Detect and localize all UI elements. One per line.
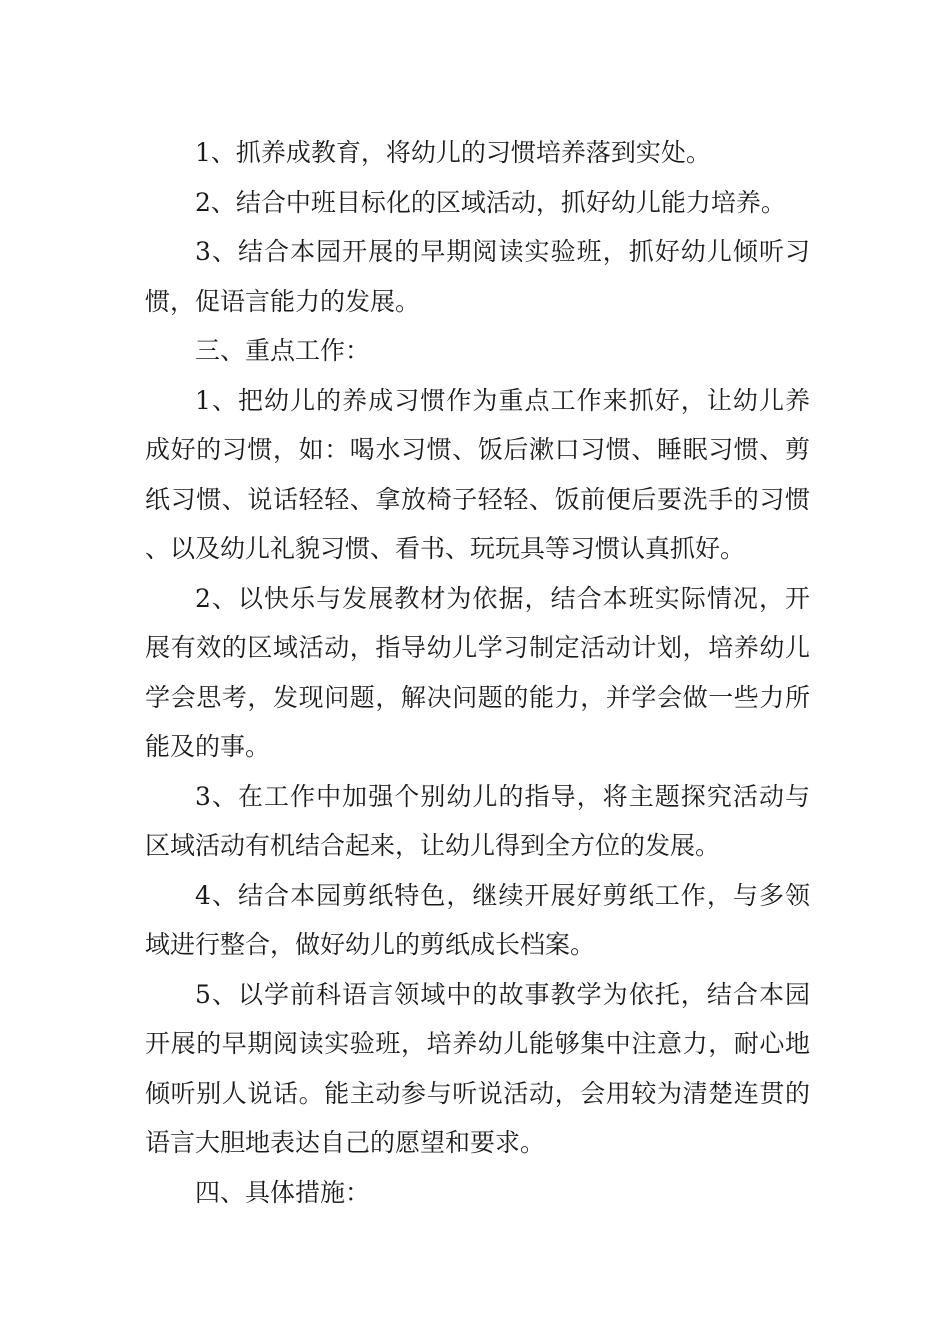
paragraph-goal-1: 1、抓养成教育，将幼儿的习惯培养落到实处。: [195, 138, 711, 167]
paragraph-key-work-2: 2、以快乐与发展教材为依据，结合本班实际情况，开展有效的区域活动，指导幼儿学习制定活动计划，培养幼儿学会思考，发现问题，解决问题的能力，并学会做一些力所能及的事。: [145, 583, 810, 761]
section-heading-key-work: 三、重点工作：: [195, 336, 371, 365]
paragraph-key-work-5: 5、以学前科语言领域中的故事教学为依托，结合本园开展的早期阅读实验班，培养幼儿能够集中注意力，耐心地倾听别人说话。能主动参与听说活动，会用较为清楚连贯的语言大胆地表达自己的愿望和要求。: [145, 979, 810, 1157]
section-heading-measures: 四、具体措施：: [195, 1177, 371, 1207]
paragraph-goal-3: 3、结合本园开展的早期阅读实验班，抓好幼儿倾听习惯，促语言能力的发展。: [145, 237, 810, 316]
paragraph-key-work-3: 3、在工作中加强个别幼儿的指导，将主题探究活动与区域活动有机结合起来，让幼儿得到全方位的发展。: [145, 781, 810, 860]
paragraph-key-work-1: 1、把幼儿的养成习惯作为重点工作来抓好，让幼儿养成好的习惯，如：喝水习惯、饭后漱口习惯、睡眠习惯、剪纸习惯、说话轻轻、拿放椅子轻轻、饭前便后要洗手的习惯、以及幼儿礼貌习惯、看书、玩玩具等习惯认真抓好。: [145, 385, 810, 563]
paragraph-goal-2: 2、结合中班目标化的区域活动，抓好幼儿能力培养。: [195, 187, 786, 217]
document-body: [145, 128, 810, 1217]
paragraph-key-work-4: 4、结合本园剪纸特色，继续开展好剪纸工作，与多领域进行整合，做好幼儿的剪纸成长档案。: [145, 880, 810, 959]
